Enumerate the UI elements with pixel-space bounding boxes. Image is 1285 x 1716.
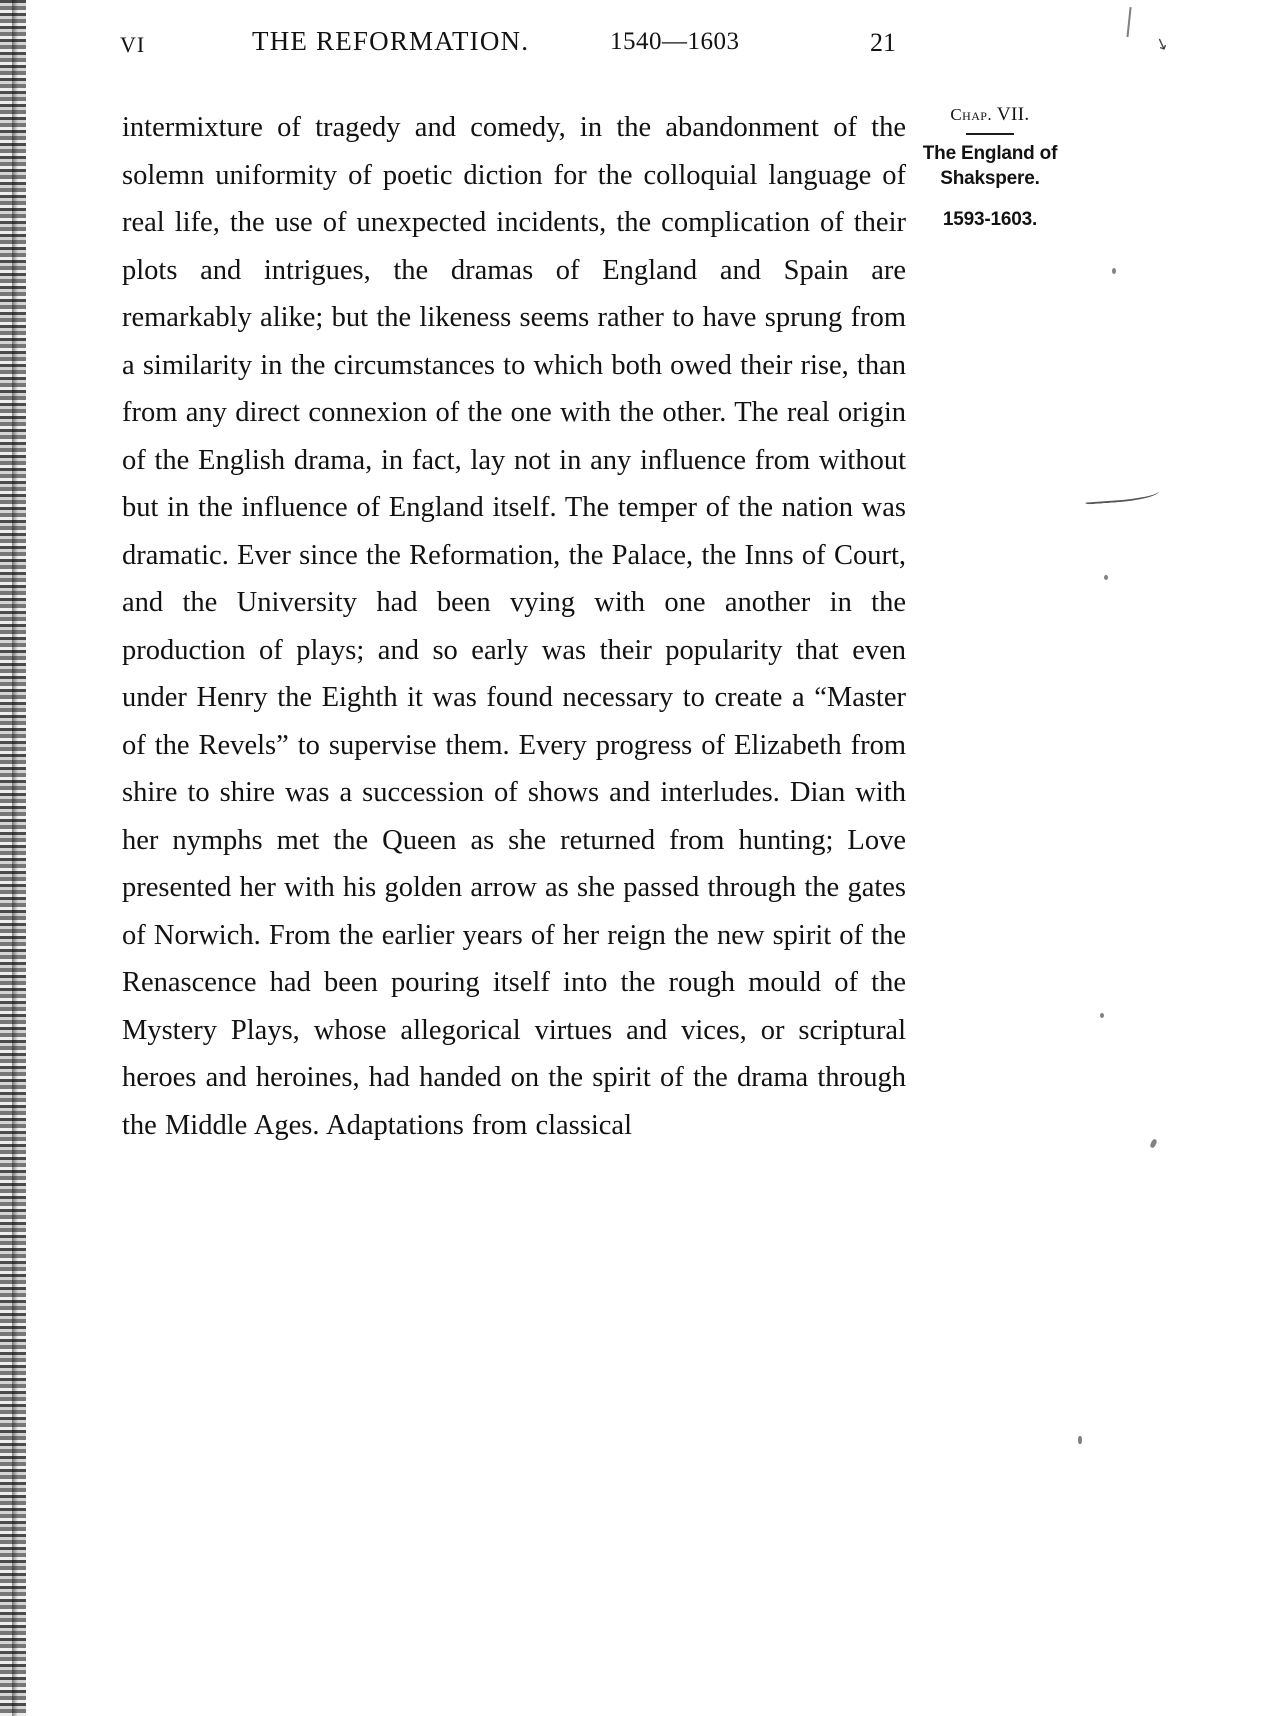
running-head-years: 1540—1603	[610, 28, 740, 55]
scan-speck	[1112, 268, 1116, 274]
scan-speck	[1100, 1013, 1104, 1018]
margin-chapter-number: VII.	[996, 104, 1030, 125]
body-paragraph: intermixture of tragedy and comedy, in the abandonment of the solemn uniformity of poetic diction for the colloquial language of real life, the use of unexpected incidents, the complication of their plots and intrigues, the dramas of England and Spain are remarkably alike; but the likeness seems rather to have sprung from a similarity in the circumstances to which both owed their rise, than from any direct connexion of the one with the other. The real origin of the English drama, in fact, lay not in any influence from without but in the influence of England itself. The temper of the nation was dramatic. Ever since the Reformation, the Palace, the Inns of Court, and the University had been vying with one another in the production of plays; and so early was their popularity that even under Henry the Eighth it was found necessary to create a “Master of the Revels” to supervise them. Every progress of Elizabeth from shire to shire was a succession of shows and interludes. Dian with her nymphs met the Queen as she returned from hunting; Love presented her with his golden arrow as she passed through the gates of Norwich. From the earlier years of her reign the new spirit of the Renascence had been pouring itself into the rough mould of the Mystery Plays, whose allegorical virtues and vices, or scriptural heroes and heroines, had handed on the spirit of the drama through the Middle Ages. Adaptations from classical	[122, 112, 906, 1141]
running-head	[120, 26, 1000, 62]
scan-speck	[1149, 1138, 1157, 1148]
scan-corner-mark	[1126, 7, 1149, 39]
margin-chapter-label	[920, 104, 1060, 126]
page-number: 21	[870, 28, 896, 57]
scan-speck	[1078, 1436, 1082, 1444]
margin-section-title: The England of Shakspere.	[922, 143, 1058, 189]
scan-corner-tick-icon: ↘	[1152, 34, 1171, 55]
margin-chapter-prefix: Chap.	[950, 105, 993, 124]
marginalia	[920, 104, 1060, 231]
body-text-column	[122, 104, 906, 1149]
margin-date-range: 1593-1603.	[942, 209, 1038, 230]
scan-pen-stroke	[1085, 485, 1160, 504]
scan-edge-shadow	[12, 0, 18, 1716]
scan-speck	[1104, 575, 1108, 580]
margin-divider-rule	[966, 133, 1014, 135]
running-head-title: THE REFORMATION.	[252, 26, 530, 56]
running-head-folio-left: VI	[120, 32, 146, 57]
